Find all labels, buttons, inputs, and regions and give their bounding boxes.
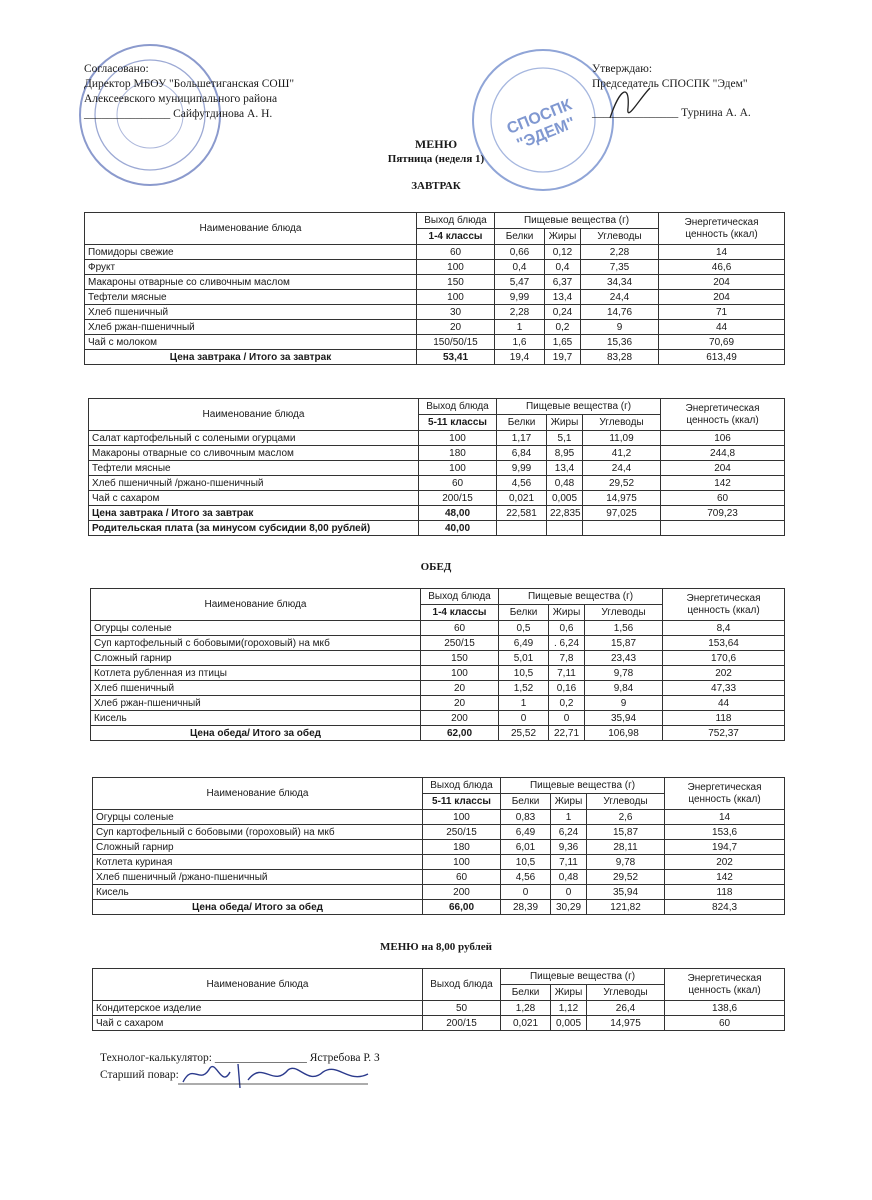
value-cell: 9,78 [587,855,665,870]
parent-fee-row: Родительская плата (за минусом субсидии 8,00 рублей) 40,00 [89,521,785,536]
dish-name-cell: Котлета куриная [93,855,423,870]
value-cell: 30 [417,305,495,320]
value-cell: 60 [417,245,495,260]
value-cell: 0,12 [545,245,581,260]
value-cell: 100 [417,260,495,275]
col-name-header: Наименование блюда [89,399,419,431]
value-cell: 24,4 [583,461,661,476]
value-cell: 13,4 [547,461,583,476]
value-cell: 60 [665,1016,785,1031]
grade-label: 1-4 классы [421,605,499,621]
table-row [93,1016,785,1031]
table-row [91,696,785,711]
value-cell: 200 [423,885,501,900]
value-cell: 4,56 [497,476,547,491]
value-cell: 34,34 [581,275,659,290]
dish-name-cell: Хлеб ржан-пшеничный [91,696,421,711]
section-menu8: МЕНЮ на 8,00 рублей [380,941,492,953]
value-cell: 106 [661,431,785,446]
table-row [93,1001,785,1016]
value-cell: 7,11 [551,855,587,870]
value-cell: 1,6 [495,335,545,350]
value-cell: 204 [661,461,785,476]
dish-name-cell: Сложный гарнир [91,651,421,666]
table-row [85,290,785,305]
value-cell: 60 [419,476,497,491]
col-protein-header: Белки [495,229,545,245]
value-cell: 7,35 [581,260,659,275]
dish-name-cell: Кондитерское изделие [93,1001,423,1016]
value-cell: 10,5 [499,666,549,681]
value-cell: 153,6 [665,825,785,840]
dish-name-cell: Чай с сахаром [93,1016,423,1031]
dish-name-cell: Котлета рубленная из птицы [91,666,421,681]
value-cell: 0,24 [545,305,581,320]
value-cell: 15,87 [587,825,665,840]
value-cell: 0,4 [495,260,545,275]
value-cell: 26,4 [587,1001,665,1016]
value-cell: 1,12 [551,1001,587,1016]
value-cell: 202 [663,666,785,681]
value-cell: 9,84 [585,681,663,696]
value-cell: 200 [421,711,499,726]
value-cell: 7,8 [549,651,585,666]
chairman-line: Председатель СПОСПК "Эдем" [592,78,748,90]
col-fat-header: Жиры [551,985,587,1001]
col-fat-header: Жиры [545,229,581,245]
dish-name-cell: Чай с сахаром [89,491,419,506]
value-cell: 0 [501,885,551,900]
breakfast-1-4-table [84,212,785,365]
value-cell: 6,49 [501,825,551,840]
value-cell: 1 [499,696,549,711]
col-output-header: Выход блюда [423,969,501,1001]
value-cell: 29,52 [583,476,661,491]
dish-name-cell: Суп картофельный с бобовыми(гороховый) на мкб [91,636,421,651]
value-cell: 10,5 [501,855,551,870]
dish-name-cell: Макароны отварные со сливочным маслом [85,275,417,290]
page-title: МЕНЮ [414,137,458,151]
col-protein-header: Белки [501,794,551,810]
value-cell: 60 [421,621,499,636]
value-cell: 2,6 [587,810,665,825]
col-protein-header: Белки [499,605,549,621]
col-output-header: Выход блюда [421,589,499,605]
value-cell: 0,6 [549,621,585,636]
col-carbs-header: Углеводы [587,985,665,1001]
value-cell: 180 [419,446,497,461]
value-cell: 0 [551,885,587,900]
table-row [89,491,785,506]
value-cell: . 6,24 [549,636,585,651]
value-cell: 5,1 [547,431,583,446]
col-protein-header: Белки [497,415,547,431]
value-cell: 4,56 [501,870,551,885]
dish-name-cell: Помидоры свежие [85,245,417,260]
value-cell: 0,83 [501,810,551,825]
value-cell: 0,66 [495,245,545,260]
cook-signature [178,1058,378,1094]
col-nutrients-header: Пищевые вещества (г) [501,778,665,794]
table-total-row: Цена обеда/ Итого за обед 66,00 28,39 30,29 121,82 824,3 [93,900,785,915]
col-name-header: Наименование блюда [93,778,423,810]
value-cell: 60 [661,491,785,506]
menu8-table [92,968,785,1031]
grade-label: 1-4 классы [417,229,495,245]
approved-label: Утверждаю: [592,63,653,75]
value-cell: 35,94 [585,711,663,726]
value-cell: 0,021 [497,491,547,506]
value-cell: 0,2 [545,320,581,335]
value-cell: 6,01 [501,840,551,855]
value-cell: 100 [417,290,495,305]
table-row [91,636,785,651]
value-cell: 44 [663,696,785,711]
value-cell: 71 [659,305,785,320]
section-breakfast: ЗАВТРАК [411,180,461,192]
value-cell: 50 [423,1001,501,1016]
value-cell: 15,36 [581,335,659,350]
table-row [89,476,785,491]
table-row [85,305,785,320]
value-cell: 23,43 [585,651,663,666]
dish-name-cell: Тефтели мясные [89,461,419,476]
table-row [91,711,785,726]
dish-name-cell: Кисель [93,885,423,900]
value-cell: 13,4 [545,290,581,305]
value-cell: 47,33 [663,681,785,696]
value-cell: 204 [659,275,785,290]
value-cell: 9,99 [497,461,547,476]
value-cell: 60 [423,870,501,885]
value-cell: 118 [665,885,785,900]
grade-label: 5-11 классы [419,415,497,431]
col-carbs-header: Углеводы [583,415,661,431]
value-cell: 14 [665,810,785,825]
value-cell: 20 [421,696,499,711]
value-cell: 44 [659,320,785,335]
col-carbs-header: Углеводы [581,229,659,245]
chairman-signature [600,78,660,128]
value-cell: 5,47 [495,275,545,290]
value-cell: 100 [419,431,497,446]
col-name-header: Наименование блюда [85,213,417,245]
col-energy-header: Энергетическая ценность (ккал) [659,213,785,245]
col-output-header: Выход блюда [417,213,495,229]
col-energy-header: Энергетическая ценность (ккал) [663,589,785,621]
col-protein-header: Белки [501,985,551,1001]
value-cell: 24,4 [581,290,659,305]
value-cell: 1,65 [545,335,581,350]
value-cell: 100 [419,461,497,476]
value-cell: 14 [659,245,785,260]
table-row [85,275,785,290]
value-cell: 20 [417,320,495,335]
value-cell: 15,87 [585,636,663,651]
value-cell: 250/15 [423,825,501,840]
cook-label: Старший повар: [100,1069,179,1081]
value-cell: 2,28 [581,245,659,260]
value-cell: 9,36 [551,840,587,855]
dish-name-cell: Огурцы соленые [93,810,423,825]
table-row [85,335,785,350]
value-cell: 0,16 [549,681,585,696]
value-cell: 2,28 [495,305,545,320]
director-line: Директор МБОУ "Большетиганская СОШ" [84,78,295,90]
value-cell: 142 [661,476,785,491]
table-total-row: Цена завтрака / Итого за завтрак 48,00 22,581 22,835 97,025 709,23 [89,506,785,521]
value-cell: 150/50/15 [417,335,495,350]
value-cell: 138,6 [665,1001,785,1016]
value-cell: 100 [421,666,499,681]
value-cell: 8,95 [547,446,583,461]
grade-label: 5-11 классы [423,794,501,810]
technologist-line: Технолог-калькулятор: ________________ Ястребова Р. З [100,1052,380,1064]
col-energy-header: Энергетическая ценность (ккал) [661,399,785,431]
table-row [93,870,785,885]
approval-left [84,62,294,122]
dish-name-cell: Макароны отварные со сливочным маслом [89,446,419,461]
value-cell: 194,7 [665,840,785,855]
table-row [93,825,785,840]
table-row [91,621,785,636]
value-cell: 6,24 [551,825,587,840]
value-cell: 11,09 [583,431,661,446]
value-cell: 100 [423,855,501,870]
value-cell: 9,99 [495,290,545,305]
breakfast-5-11-table [88,398,785,536]
value-cell: 1 [495,320,545,335]
col-carbs-header: Углеводы [585,605,663,621]
value-cell: 0,5 [499,621,549,636]
value-cell: 0,48 [547,476,583,491]
col-nutrients-header: Пищевые вещества (г) [497,399,661,415]
dish-name-cell: Хлеб пшеничный [91,681,421,696]
value-cell: 0,2 [549,696,585,711]
value-cell: 46,6 [659,260,785,275]
value-cell: 244,8 [661,446,785,461]
value-cell: 14,76 [581,305,659,320]
dish-name-cell: Фрукт [85,260,417,275]
dish-name-cell: Хлеб пшеничный [85,305,417,320]
table-total-row: Цена завтрака / Итого за завтрак 53,41 19,4 19,7 83,28 613,49 [85,350,785,365]
value-cell: 14,975 [587,1016,665,1031]
value-cell: 0 [549,711,585,726]
table-total-row: Цена обеда/ Итого за обед 62,00 25,52 22,71 106,98 752,37 [91,726,785,741]
value-cell: 1 [551,810,587,825]
value-cell: 1,17 [497,431,547,446]
col-nutrients-header: Пищевые вещества (г) [495,213,659,229]
value-cell: 9 [581,320,659,335]
table-row [89,431,785,446]
value-cell: 200/15 [423,1016,501,1031]
dish-name-cell: Суп картофельный с бобовыми (гороховый) на мкб [93,825,423,840]
col-energy-header: Энергетическая ценность (ккал) [665,969,785,1001]
district-line: Алексеевского муниципального района [84,93,278,105]
value-cell: 1,28 [501,1001,551,1016]
value-cell: 70,69 [659,335,785,350]
table-row [85,245,785,260]
value-cell: 35,94 [587,885,665,900]
col-carbs-header: Углеводы [587,794,665,810]
value-cell: 6,84 [497,446,547,461]
col-output-header: Выход блюда [419,399,497,415]
dish-name-cell: Хлеб пшеничный /ржано-пшеничный [89,476,419,491]
dish-name-cell: Чай с молоком [85,335,417,350]
value-cell: 20 [421,681,499,696]
table-row [89,446,785,461]
value-cell: 150 [417,275,495,290]
director-signature-line: _______________ Сайфутдинова А. Н. [84,108,273,120]
col-fat-header: Жиры [551,794,587,810]
value-cell: 0,48 [551,870,587,885]
value-cell: 41,2 [583,446,661,461]
stamp-text: СПОСПК "ЭДЕМ" [504,96,578,154]
col-name-header: Наименование блюда [93,969,423,1001]
value-cell: 6,37 [545,275,581,290]
value-cell: 250/15 [421,636,499,651]
table-row [93,840,785,855]
value-cell: 0,4 [545,260,581,275]
value-cell: 5,01 [499,651,549,666]
value-cell: 0,021 [501,1016,551,1031]
value-cell: 9,78 [585,666,663,681]
table-row [93,885,785,900]
dish-name-cell: Кисель [91,711,421,726]
dish-name-cell: Сложный гарнир [93,840,423,855]
dish-name-cell: Хлеб пшеничный /ржано-пшеничный [93,870,423,885]
col-output-header: Выход блюда [423,778,501,794]
lunch-5-11-table [92,777,785,915]
value-cell: 29,52 [587,870,665,885]
col-fat-header: Жиры [547,415,583,431]
value-cell: 7,11 [549,666,585,681]
table-row [89,461,785,476]
lunch-1-4-table [90,588,785,741]
table-row [91,666,785,681]
table-row [85,320,785,335]
value-cell: 0,005 [547,491,583,506]
table-row [85,260,785,275]
section-lunch: ОБЕД [420,561,452,573]
value-cell: 0,005 [551,1016,587,1031]
value-cell: 1,56 [585,621,663,636]
value-cell: 6,49 [499,636,549,651]
dish-name-cell: Салат картофельный с солеными огурцами [89,431,419,446]
value-cell: 202 [665,855,785,870]
table-row [93,810,785,825]
dish-name-cell: Тефтели мясные [85,290,417,305]
col-nutrients-header: Пищевые вещества (г) [501,969,665,985]
value-cell: 0 [499,711,549,726]
col-energy-header: Энергетическая ценность (ккал) [665,778,785,810]
value-cell: 204 [659,290,785,305]
value-cell: 200/15 [419,491,497,506]
cook-line [100,1068,179,1083]
table-row [91,681,785,696]
value-cell: 100 [423,810,501,825]
value-cell: 142 [665,870,785,885]
col-fat-header: Жиры [549,605,585,621]
table-row [91,651,785,666]
value-cell: 1,52 [499,681,549,696]
chairman-signature-line: _______________ Турнина А. А. [592,107,751,119]
col-name-header: Наименование блюда [91,589,421,621]
dish-name-cell: Хлеб ржан-пшеничный [85,320,417,335]
dish-name-cell: Огурцы соленые [91,621,421,636]
agreed-label: Согласовано: [84,63,149,75]
value-cell: 170,6 [663,651,785,666]
value-cell: 150 [421,651,499,666]
value-cell: 8,4 [663,621,785,636]
value-cell: 28,11 [587,840,665,855]
value-cell: 118 [663,711,785,726]
table-row [93,855,785,870]
value-cell: 153,64 [663,636,785,651]
value-cell: 14,975 [583,491,661,506]
value-cell: 180 [423,840,501,855]
day-subtitle: Пятница (неделя 1) [387,153,485,165]
value-cell: 9 [585,696,663,711]
col-nutrients-header: Пищевые вещества (г) [499,589,663,605]
